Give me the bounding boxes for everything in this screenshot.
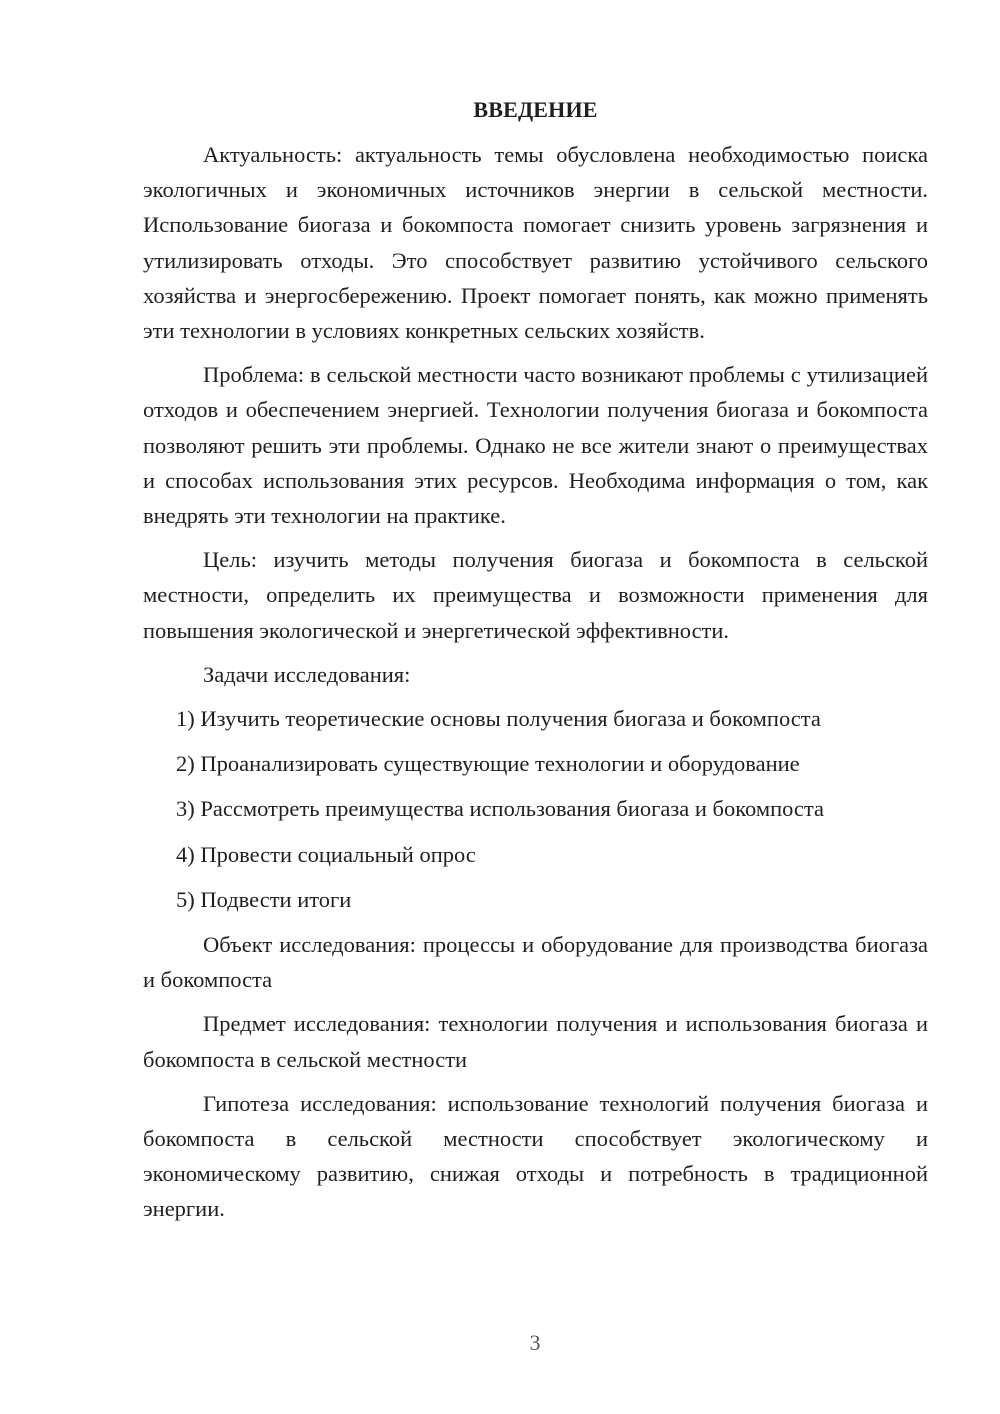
- list-item: 1) Изучить теоретические основы получения биогаза и бокомпоста: [176, 706, 821, 732]
- relevance-paragraph: Актуальность: актуальность темы обусловлена необходимостью поиска экологичных и экономичных источников энергии в сельской местности. Использование биогаза и бокомпоста помогает снизить уровень загрязнения и утилизировать отходы. Это способствует развитию устойчивого сельского хозяйства и энергосбережению. Проект помогает понять, как можно применять эти технологии в условиях конкретных сельских хозяйств.: [143, 142, 928, 344]
- page-title: ВВЕДЕНИЕ: [473, 97, 598, 122]
- list-item: 4) Провести социальный опрос: [176, 841, 476, 867]
- object-paragraph: Объект исследования: процессы и оборудование для производства биогаза и бокомпоста: [143, 932, 928, 993]
- subject-paragraph: Предмет исследования: технологии получения и использования биогаза и бокомпоста в сельской местности: [143, 1011, 928, 1072]
- tasks-heading: Задачи исследования:: [203, 661, 411, 687]
- page-number: 3: [529, 1330, 541, 1355]
- goal-paragraph: Цель: изучить методы получения биогаза и бокомпоста в сельской местности, определить их преимущества и возможности применения для повышения экологической и энергетической эффективности.: [143, 547, 928, 643]
- list-item: 5) Подвести итоги: [176, 886, 352, 912]
- hypothesis-paragraph: Гипотеза исследования: использование технологий получения биогаза и бокомпоста в сельской местности способствует экологическому и экономическому развитию, снижая отходы и потребность в традиционной энергии.: [143, 1090, 928, 1222]
- tasks-list: [143, 701, 928, 917]
- problem-paragraph: Проблема: в сельской местности часто возникают проблемы с утилизацией отходов и обеспечением энергией. Технологии получения биогаза и бокомпоста позволяют решить эти проблемы. Однако не все жители знают о преимуществах и способах использования этих ресурсов. Необходима информация о том, как внедрять эти технологии на практике.: [143, 362, 928, 529]
- list-item: 3) Рассмотреть преимущества использования биогаза и бокомпоста: [176, 796, 825, 822]
- list-item: 2) Проанализировать существующие технологии и оборудование: [176, 751, 800, 777]
- document-page: [143, 92, 928, 1227]
